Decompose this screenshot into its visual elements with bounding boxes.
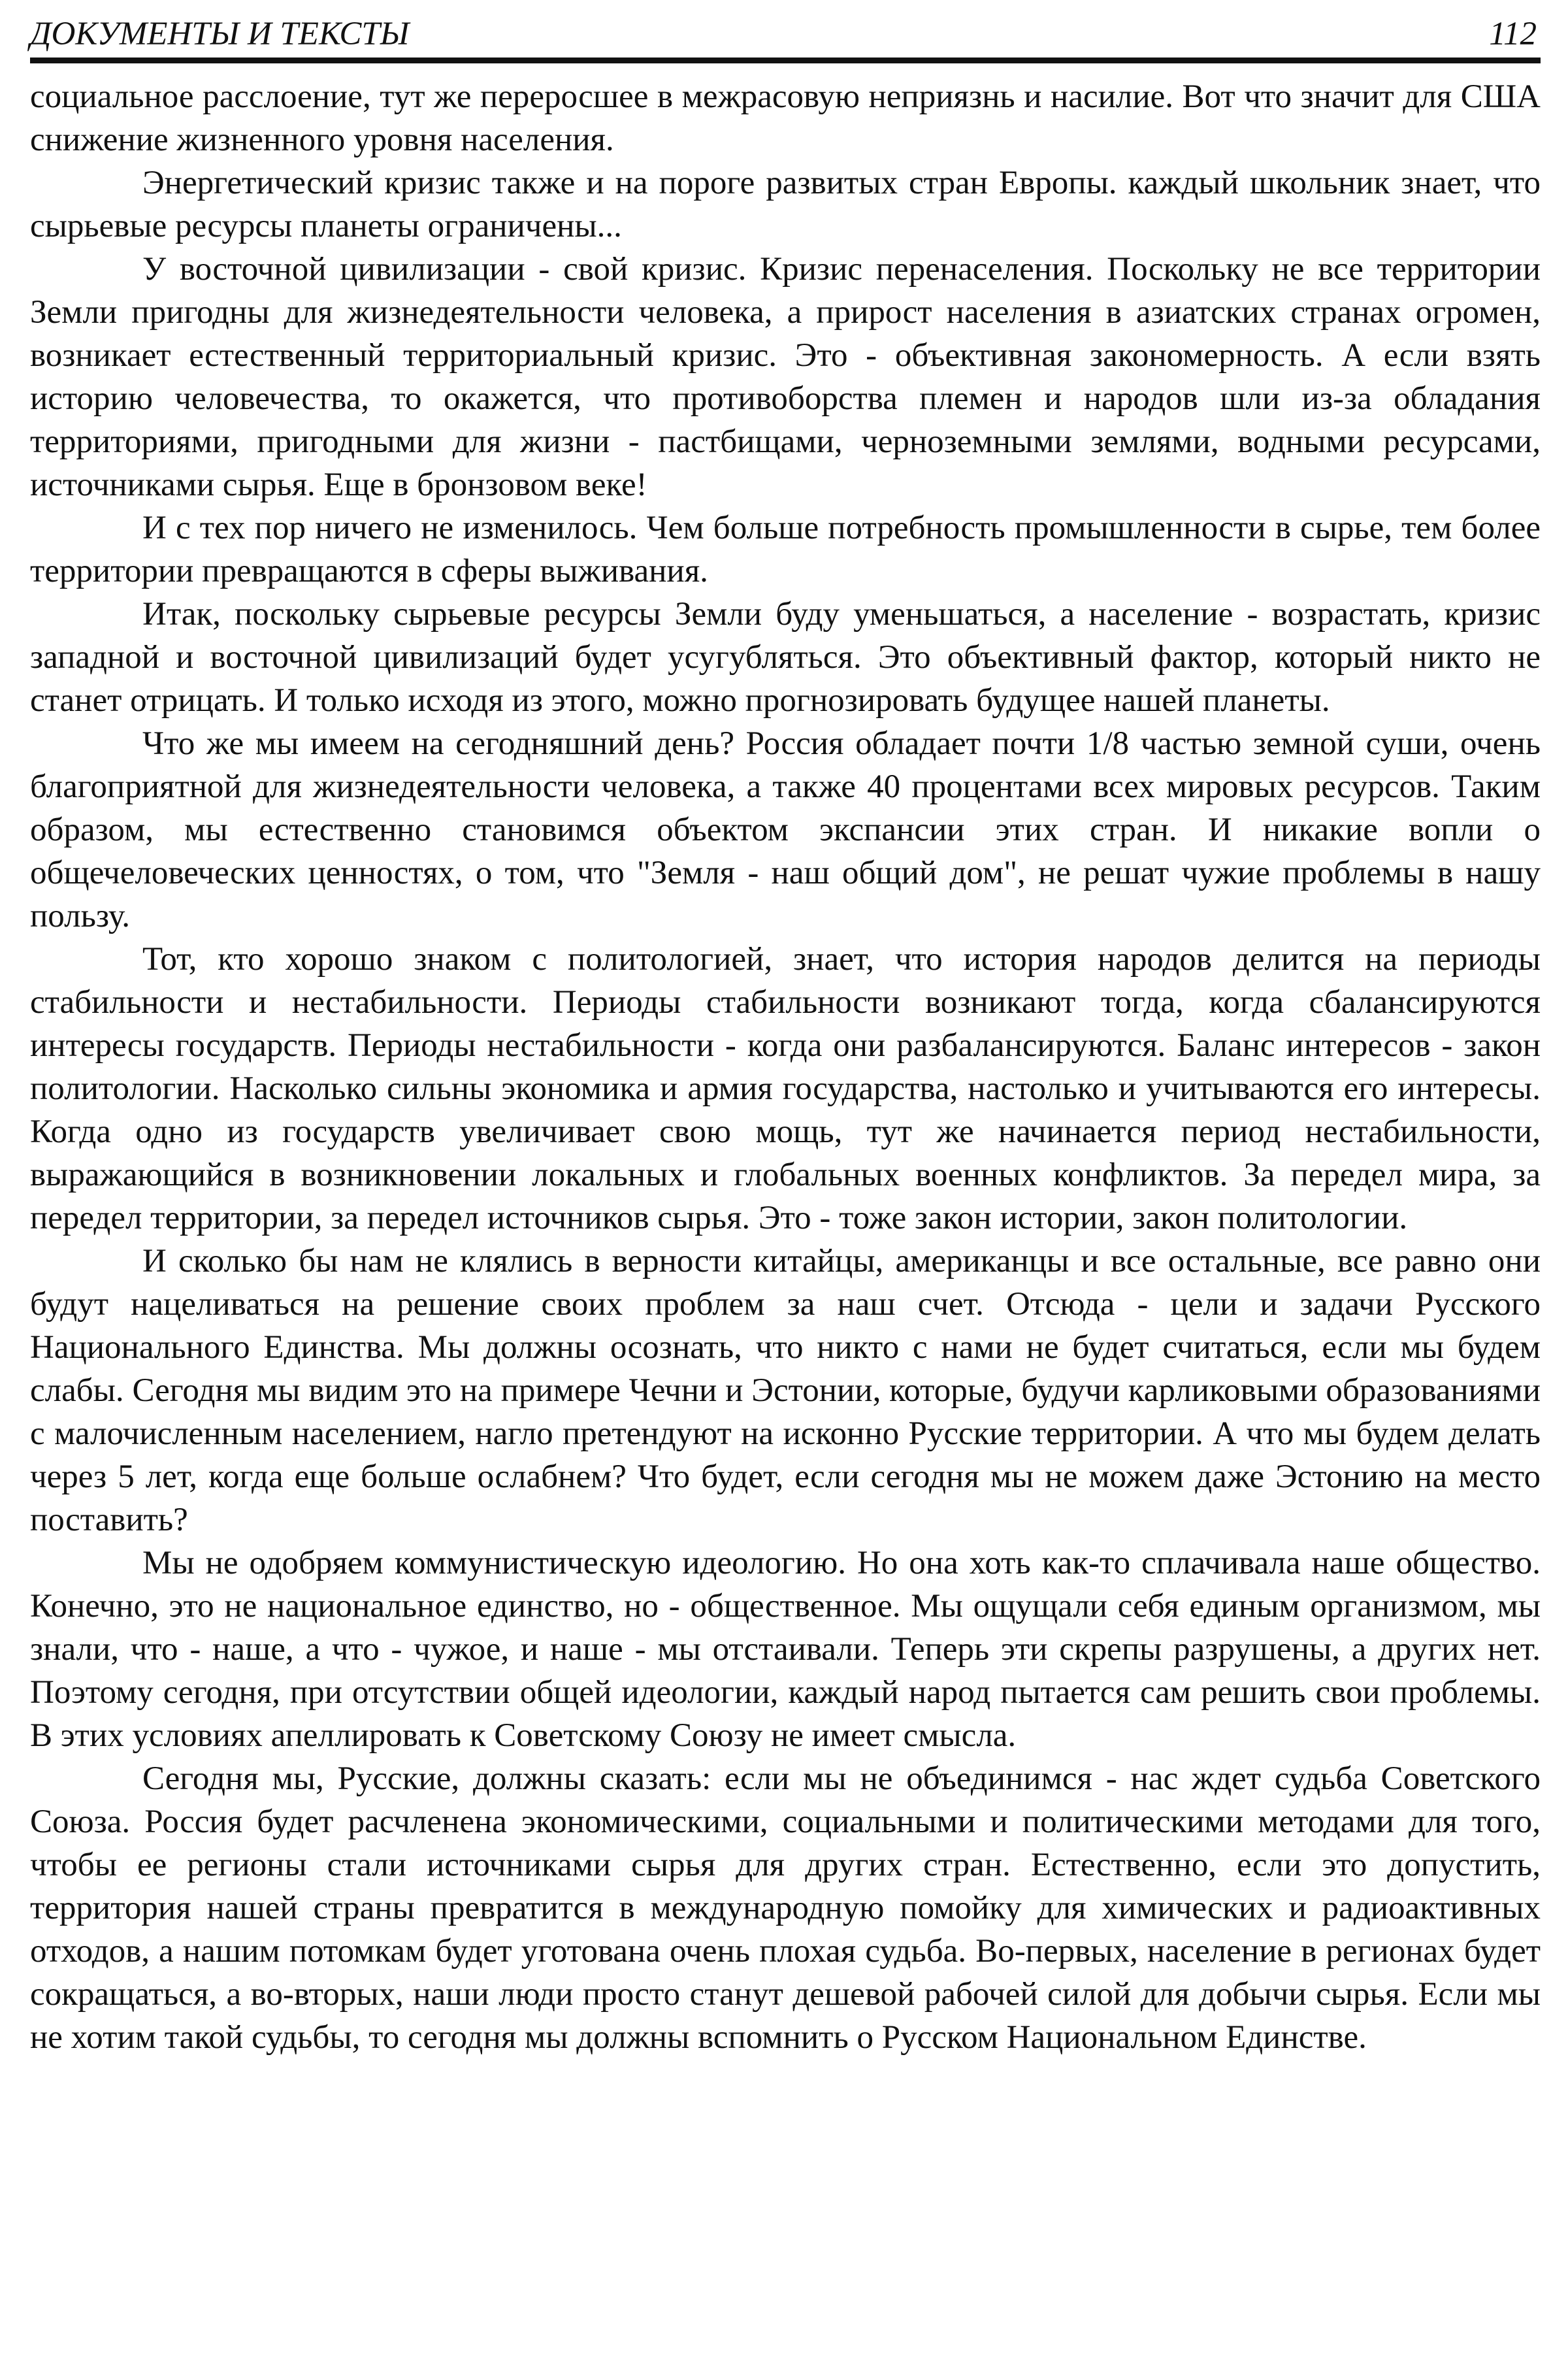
header-rule <box>30 58 1541 63</box>
paragraph: У восточной цивилизации - свой кризис. Кризис перенаселения. Поскольку не все территории Земли пригодны для жизнедеятельности человека, а прирост населения в азиатских странах огромен, возникает естественный территориальный кризис. Это - объективная закономерность. А если взять историю человечества, то окажется, что противоборства племен и народов шли из-за обладания территориями, пригодными для жизни - пастбищами, черноземными землями, водными ресурсами, источниками сырья. Еще в бронзовом веке! <box>30 251 1541 503</box>
section-title: ДОКУМЕНТЫ И ТЕКСТЫ <box>30 16 410 52</box>
running-header <box>30 0 1541 51</box>
page-number: 112 <box>1489 16 1537 52</box>
paragraph: Энергетический кризис также и на пороге развитых стран Европы. каждый школьник знает, что сырьевые ресурсы планеты ограничены... <box>30 165 1541 244</box>
paragraph: И с тех пор ничего не изменилось. Чем больше потребность промышленности в сырье, тем более территории превращаются в сферы выживания. <box>30 510 1541 589</box>
paragraph: Тот, кто хорошо знаком с политологией, знает, что история народов делится на периоды стабильности и нестабильности. Периоды стабильности возникают тогда, когда сбалансируются интересы государств. Периоды нестабильности - когда они разбалансируются. Баланс интересов - закон политологии. Насколько сильны экономика и армия государства, настолько и учитываются его интересы. Когда одно из государств увеличивает свою мощь, тут же начинается период нестабильности, выражающийся в возникновении локальных и глобальных военных конфликтов. За передел мира, за передел территории, за передел источников сырья. Это - тоже закон истории, закон политологии. <box>30 941 1541 1236</box>
paragraph: И сколько бы нам не клялись в верности китайцы, американцы и все остальные, все равно они будут нацеливаться на решение своих проблем за наш счет. Отсюда - цели и задачи Русского Национального Единства. Мы должны осознать, что никто с нами не будет считаться, если мы будем слабы. Сегодня мы видим это на примере Чечни и Эстонии, которые, будучи карликовыми образованиями с малочисленным населением, нагло претендуют на исконно Русские территории. А что мы будем делать через 5 лет, когда еще больше ослабнем? Что будет, если сегодня мы не можем даже Эстонию на место поставить? <box>30 1243 1541 1538</box>
paragraph: Итак, поскольку сырьевые ресурсы Земли буду уменьшаться, а население - возрастать, кризис западной и восточной цивилизаций будет усугубляться. Это объективный фактор, который никто не станет отрицать. И только исходя из этого, можно прогнозировать будущее нашей планеты. <box>30 596 1541 719</box>
body-text <box>30 75 1541 2059</box>
paragraph: Мы не одобряем коммунистическую идеологию. Но она хоть как-то сплачивала наше общество. Конечно, это не национальное единство, но - общественное. Мы ощущали себя единым организмом, мы знали, что - наше, а что - чужое, и наше - мы отстаивали. Теперь эти скрепы разрушены, а других нет. Поэтому сегодня, при отсутствии общей идеологии, каждый народ пытается сам решить свои проблемы. В этих условиях апеллировать к Советскому Союзу не имеет смысла. <box>30 1545 1541 1754</box>
paragraph: социальное расслоение, тут же переросшее в межрасовую неприязнь и насилие. Вот что значит для США снижение жизненного уровня населения. <box>30 78 1541 158</box>
paragraph: Что же мы имеем на сегодняшний день? Россия обладает почти 1/8 частью земной суши, очень благоприятной для жизнедеятельности человека, а также 40 процентами всех мировых ресурсов. Таким образом, мы естественно становимся объектом экспансии этих стран. И никакие вопли о общечеловеческих ценностях, о том, что "Земля - наш общий дом", не решат чужие проблемы в нашу пользу. <box>30 725 1541 934</box>
paragraph: Сегодня мы, Русские, должны сказать: если мы не объединимся - нас ждет судьба Советского Союза. Россия будет расчленена экономическими, социальными и политическими методами для того, чтобы ее регионы стали источниками сырья для других стран. Естественно, если это допустить, территория нашей страны превратится в международную помойку для химических и радиоактивных отходов, а нашим потомкам будет уготована очень плохая судьба. Во-первых, население в регионах будет сокращаться, а во-вторых, наши люди просто станут дешевой рабочей силой для добычи сырья. Если мы не хотим такой судьбы, то сегодня мы должны вспомнить о Русском Национальном Единстве. <box>30 1760 1541 2056</box>
